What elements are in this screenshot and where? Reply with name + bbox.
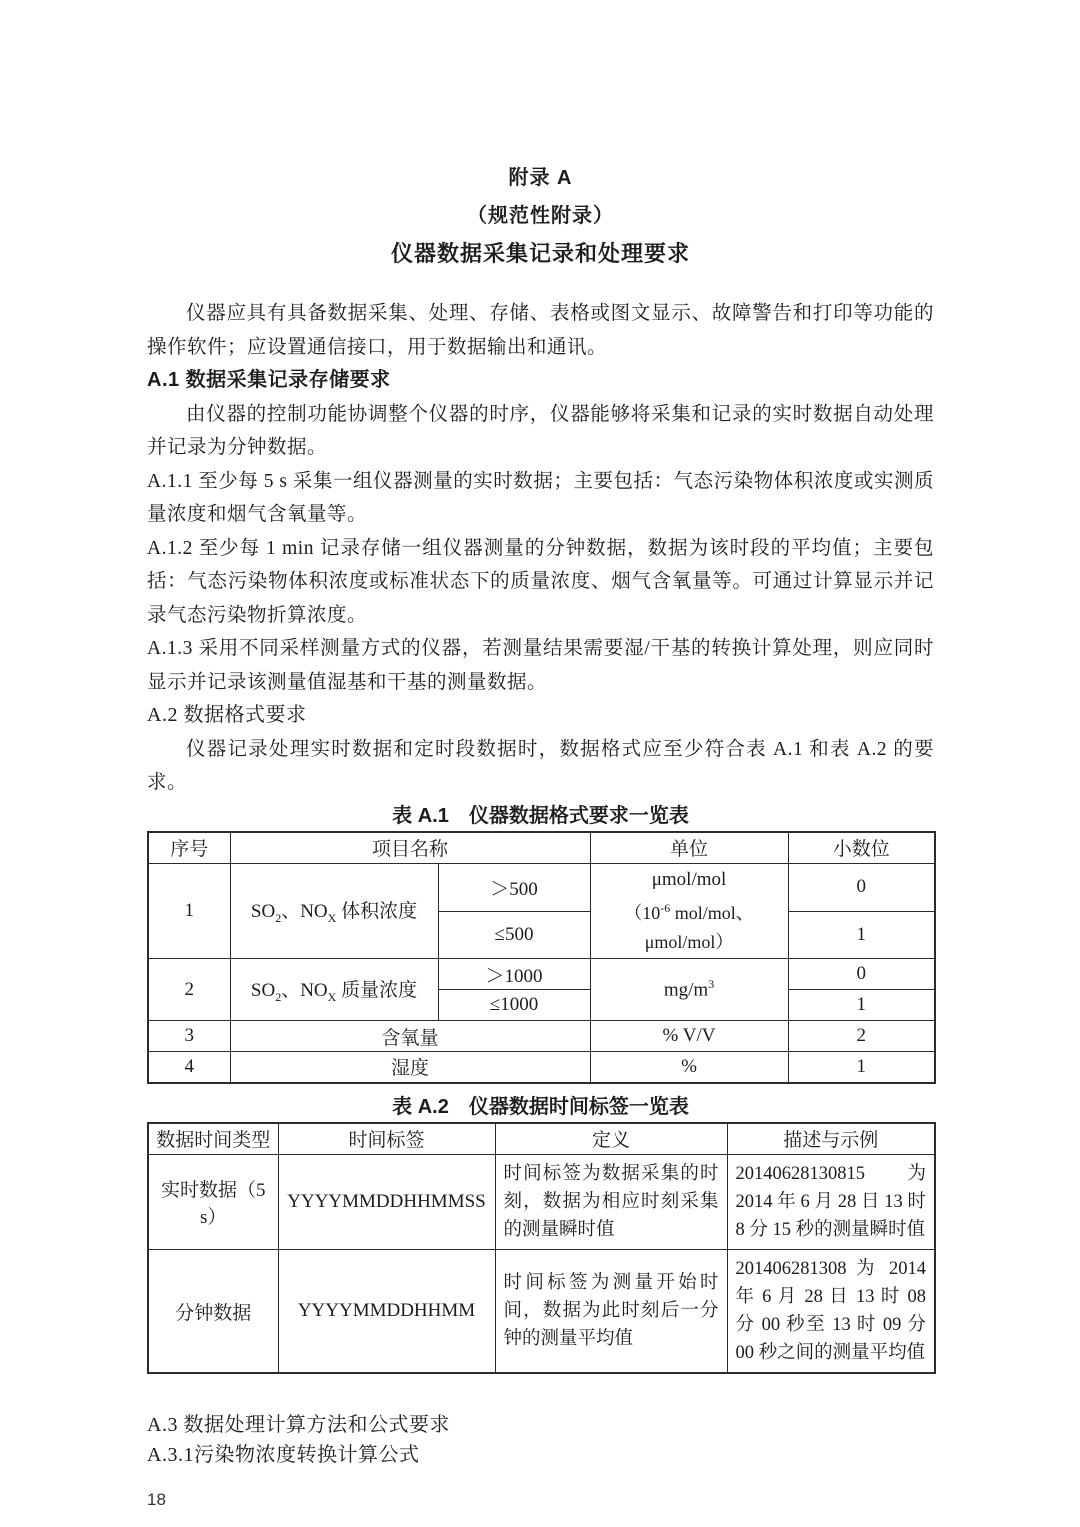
a2-header-example: 描述与示例 xyxy=(727,1123,935,1155)
a2-header-definition: 定义 xyxy=(495,1123,727,1155)
a1-r2-no: 2 xyxy=(148,959,230,1021)
clause-a13: A.1.3 采用不同采样测量方式的仪器，若测量结果需要湿/干基的转换计算处理，则应同时显示并记录该测量值湿基和干基的测量数据。 xyxy=(147,638,934,693)
table-row xyxy=(148,959,935,990)
table-row xyxy=(148,1021,935,1052)
a1-r1-dec-low: 1 xyxy=(788,911,935,959)
section-a1-body: 由仪器的控制功能协调整个仪器的时序，仪器能够将采集和记录的实时数据自动处理并记录为分钟数据。 xyxy=(147,403,934,458)
normative-subtitle: （规范性附录） xyxy=(467,205,614,227)
a1-r1-unit: μmol/mol （$10^{-6}$ mol/mol、μmol/mol） xyxy=(590,864,788,959)
appendix-title: 附录 A xyxy=(508,167,573,189)
a1-header-unit: 单位 xyxy=(590,832,788,864)
a1-r4-no: 4 xyxy=(148,1052,230,1083)
a1-r4-item: 湿度 xyxy=(230,1052,590,1083)
page-content xyxy=(147,0,934,1510)
a1-r2-dec-high: 0 xyxy=(788,959,935,990)
page-number: 18 xyxy=(147,1490,166,1509)
table-row xyxy=(148,1250,935,1374)
a2-r1-label: YYYYMMDDHHMMSS xyxy=(278,1155,495,1250)
a2-r2-type: 分钟数据 xyxy=(148,1250,278,1374)
a1-r2-cond-high: ＞1000 xyxy=(438,959,590,990)
clause-a11: A.1.1 至少每 5 s 采集一组仪器测量的实时数据；主要包括：气态污染物体积浓度或实测质量浓度和烟气含氧量等。 xyxy=(147,470,934,525)
a2-header-label: 时间标签 xyxy=(278,1123,495,1155)
clause-a12: A.1.2 至少每 1 min 记录存储一组仪器测量的分钟数据，数据为该时段的平均值；主要包括：气态污染物体积浓度或标准状态下的质量浓度、烟气含氧量等。可通过计算显示并记录气态污染物折算浓度。 xyxy=(147,537,934,626)
a2-r1-example: 20140628130815 为 2014 年 6 月 28 日 13 时 8 分 15 秒的测量瞬时值 xyxy=(727,1155,935,1250)
a1-r2-item: $SO_2$、$NO_X$ 质量浓度 xyxy=(230,959,438,1021)
a1-r1-item: $SO_2$、$NO_X$ 体积浓度 xyxy=(230,864,438,959)
a1-r2-cond-low: ≤1000 xyxy=(438,990,590,1021)
table-a2-header-row xyxy=(148,1123,935,1155)
a1-r1-no: 1 xyxy=(148,864,230,959)
section-a3 xyxy=(147,1410,934,1470)
a1-r1-cond-low: ≤500 xyxy=(438,911,590,959)
a1-header-item: 项目名称 xyxy=(230,832,590,864)
a1-r3-dec: 2 xyxy=(788,1021,935,1052)
table-row xyxy=(148,864,935,912)
a1-r2-unit: $mg/m^3$ xyxy=(590,959,788,1021)
table-a2-title: 表 A.2 仪器数据时间标签一览表 xyxy=(392,1095,689,1118)
subject-title: 仪器数据采集记录和处理要求 xyxy=(390,241,690,266)
table-a1-title: 表 A.1 仪器数据格式要求一览表 xyxy=(392,804,689,827)
a2-r1-definition: 时间标签为数据采集的时刻，数据为相应时刻采集的测量瞬时值 xyxy=(495,1155,727,1250)
a1-r3-item: 含氧量 xyxy=(230,1021,590,1052)
table-a2 xyxy=(147,1122,936,1375)
intro-paragraph: 仪器应具有具备数据采集、处理、存储、表格或图文显示、故障警告和打印等功能的操作软件；应设置通信接口，用于数据输出和通讯。 xyxy=(147,303,934,358)
a1-r3-unit: % V/V xyxy=(590,1021,788,1052)
table-a1-header-row xyxy=(148,832,935,864)
a1-r1-cond-high: ＞500 xyxy=(438,864,590,912)
a2-r2-example: 201406281308 为 2014 年 6 月 28 日 13 时 08 分 00 秒至 13 时 09 分 00 秒之间的测量平均值 xyxy=(727,1250,935,1374)
section-a1-heading: A.1 数据采集记录存储要求 xyxy=(147,369,391,391)
table-row xyxy=(148,1052,935,1083)
a2-r2-label: YYYYMMDDHHMM xyxy=(278,1250,495,1374)
section-a2-heading: A.2 数据格式要求 xyxy=(147,704,307,726)
section-a3-heading: A.3 数据处理计算方法和公式要求 xyxy=(147,1414,450,1436)
a1-r4-dec: 1 xyxy=(788,1052,935,1083)
a1-r4-unit: % xyxy=(590,1052,788,1083)
a1-r3-no: 3 xyxy=(148,1021,230,1052)
table-row xyxy=(148,1155,935,1250)
a1-header-decimals: 小数位 xyxy=(788,832,935,864)
a2-r1-type: 实时数据（5 s） xyxy=(148,1155,278,1250)
a1-header-no: 序号 xyxy=(148,832,230,864)
section-a2-body: 仪器记录处理实时数据和定时段数据时，数据格式应至少符合表 A.1 和表 A.2 的要求。 xyxy=(147,738,934,793)
a1-r2-dec-low: 1 xyxy=(788,990,935,1021)
a2-header-type: 数据时间类型 xyxy=(148,1123,278,1155)
table-a1 xyxy=(147,831,936,1084)
section-a31-heading: A.3.1污染物浓度转换计算公式 xyxy=(147,1444,420,1466)
a1-r1-dec-high: 0 xyxy=(788,864,935,912)
a2-r2-definition: 时间标签为测量开始时间，数据为此时刻后一分钟的测量平均值 xyxy=(495,1250,727,1374)
